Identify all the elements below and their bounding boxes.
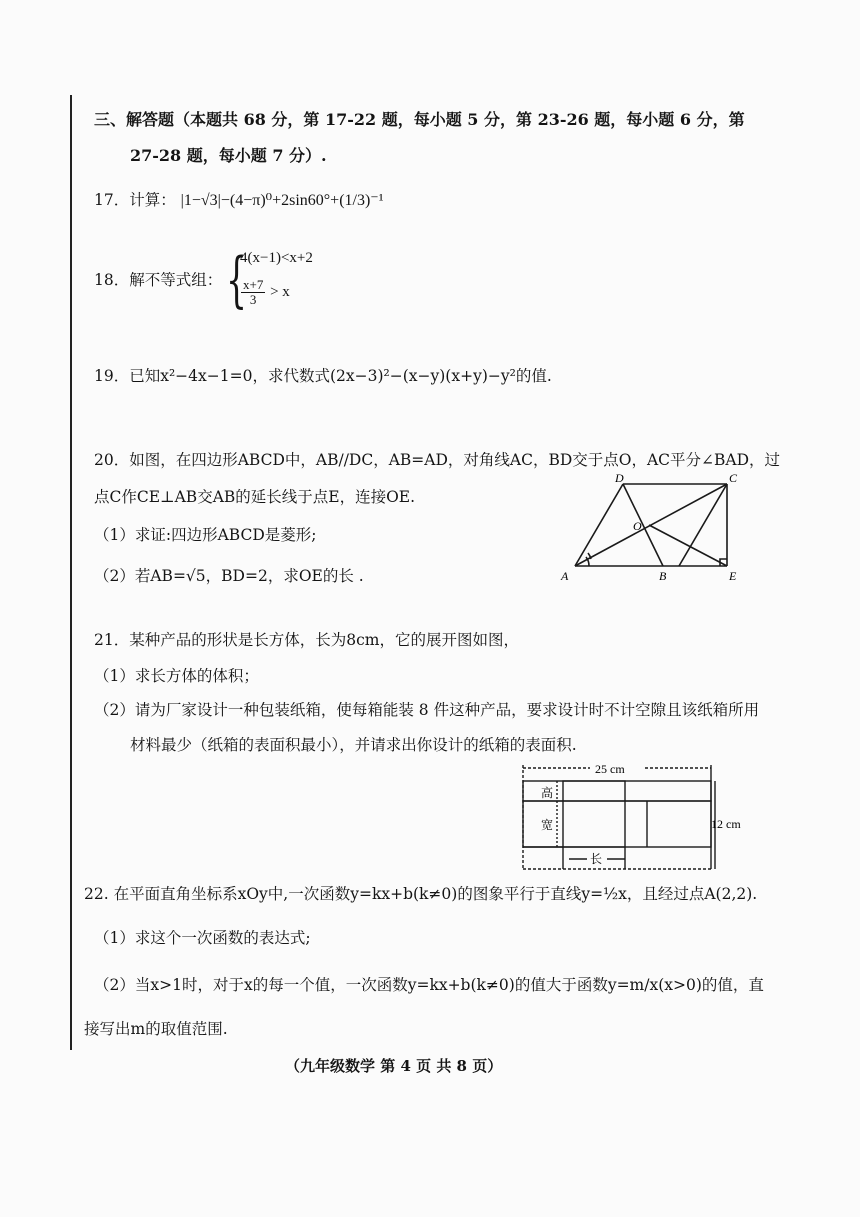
- figure-label-D: D: [615, 471, 624, 485]
- inequality-2-denominator: 3: [249, 292, 257, 307]
- net-label-chang: 长: [590, 852, 603, 866]
- question-17: [94, 190, 384, 211]
- figure-label-A: A: [561, 569, 569, 583]
- question-21-part2a: （2）请为厂家设计一种包装纸箱，使每箱能装 8 件这种产品，要求设计时不计空隙且该纸箱所用: [94, 701, 760, 719]
- question-22-part2a: （2）当x>1时，对于x的每一个值，一次函数y=kx+b(k≠0)的值大于函数y=m/x(x>0)的值，直: [94, 976, 764, 994]
- inequality-2-numerator: x+7: [243, 277, 264, 292]
- question-18-label: 18．解不等式组：: [94, 271, 223, 289]
- question-20-part1: （1）求证:四边形ABCD是菱形;: [94, 526, 317, 544]
- section-heading-line2: 27-28 题，每小题 7 分）.: [130, 146, 327, 165]
- inequality-2-rest: > x: [270, 283, 290, 300]
- net-label-kuan: 宽: [541, 818, 554, 832]
- question-22-part1: （1）求这个一次函数的表达式;: [94, 929, 311, 947]
- question-17-label: 17．计算：: [94, 191, 176, 209]
- figure-label-O: O: [633, 519, 642, 533]
- net-width-label: 25 cm: [595, 763, 625, 776]
- question-20-line1: 20．如图，在四边形ABCD中，AB//DC，AB=AD，对角线AC，BD交于点O，AC平分∠BAD，过: [94, 451, 781, 469]
- figure-label-B: B: [659, 569, 667, 583]
- figure-label-C: C: [729, 471, 738, 485]
- net-height-label: 12 cm: [711, 817, 741, 831]
- question-21-line1: 21．某种产品的形状是长方体，长为8cm，它的展开图如图，: [94, 631, 519, 649]
- net-label-gao: 高: [541, 786, 554, 800]
- inequality-system: [226, 245, 346, 316]
- inequality-1: 4(x−1)<x+2: [240, 250, 313, 266]
- question-21-part1: （1）求长方体的体积；: [94, 667, 259, 685]
- question-19: 19．已知x²−4x−1=0，求代数式(2x−3)²−(x−y)(x+y)−y²的值.: [94, 367, 552, 385]
- question-22-part2b: 接写出m的取值范围.: [84, 1020, 228, 1038]
- cuboid-net-figure: [515, 763, 755, 873]
- margin-line: [70, 95, 72, 1050]
- inequality-2: [240, 278, 290, 307]
- section-heading-line1: 三、解答题（本题共 68 分，第 17-22 题，每小题 5 分，第 23-26 题，每小题 6 分，第: [94, 110, 745, 129]
- page-footer: （九年级数学 第 4 页 共 8 页）: [285, 1057, 503, 1075]
- figure-label-E: E: [729, 569, 737, 583]
- rhombus-figure: [555, 470, 755, 585]
- question-20-part2: （2）若AB=√5，BD=2，求OE的长 .: [94, 567, 364, 585]
- question-17-expression: |1−√3|−(4−π)⁰+2sin60°+(1/3)⁻¹: [180, 192, 384, 209]
- question-21-part2b: 材料最少（纸箱的表面积最小），并请求出你设计的纸箱的表面积.: [130, 736, 577, 754]
- brace-icon: {: [226, 245, 248, 315]
- question-22-line1: 22. 在平面直角坐标系xOy中,一次函数y=kx+b(k≠0)的图象平行于直线y=½x，且经过点A(2,2).: [84, 885, 758, 903]
- question-20-line2: 点C作CE⊥AB交AB的延长线于点E，连接OE.: [94, 488, 416, 506]
